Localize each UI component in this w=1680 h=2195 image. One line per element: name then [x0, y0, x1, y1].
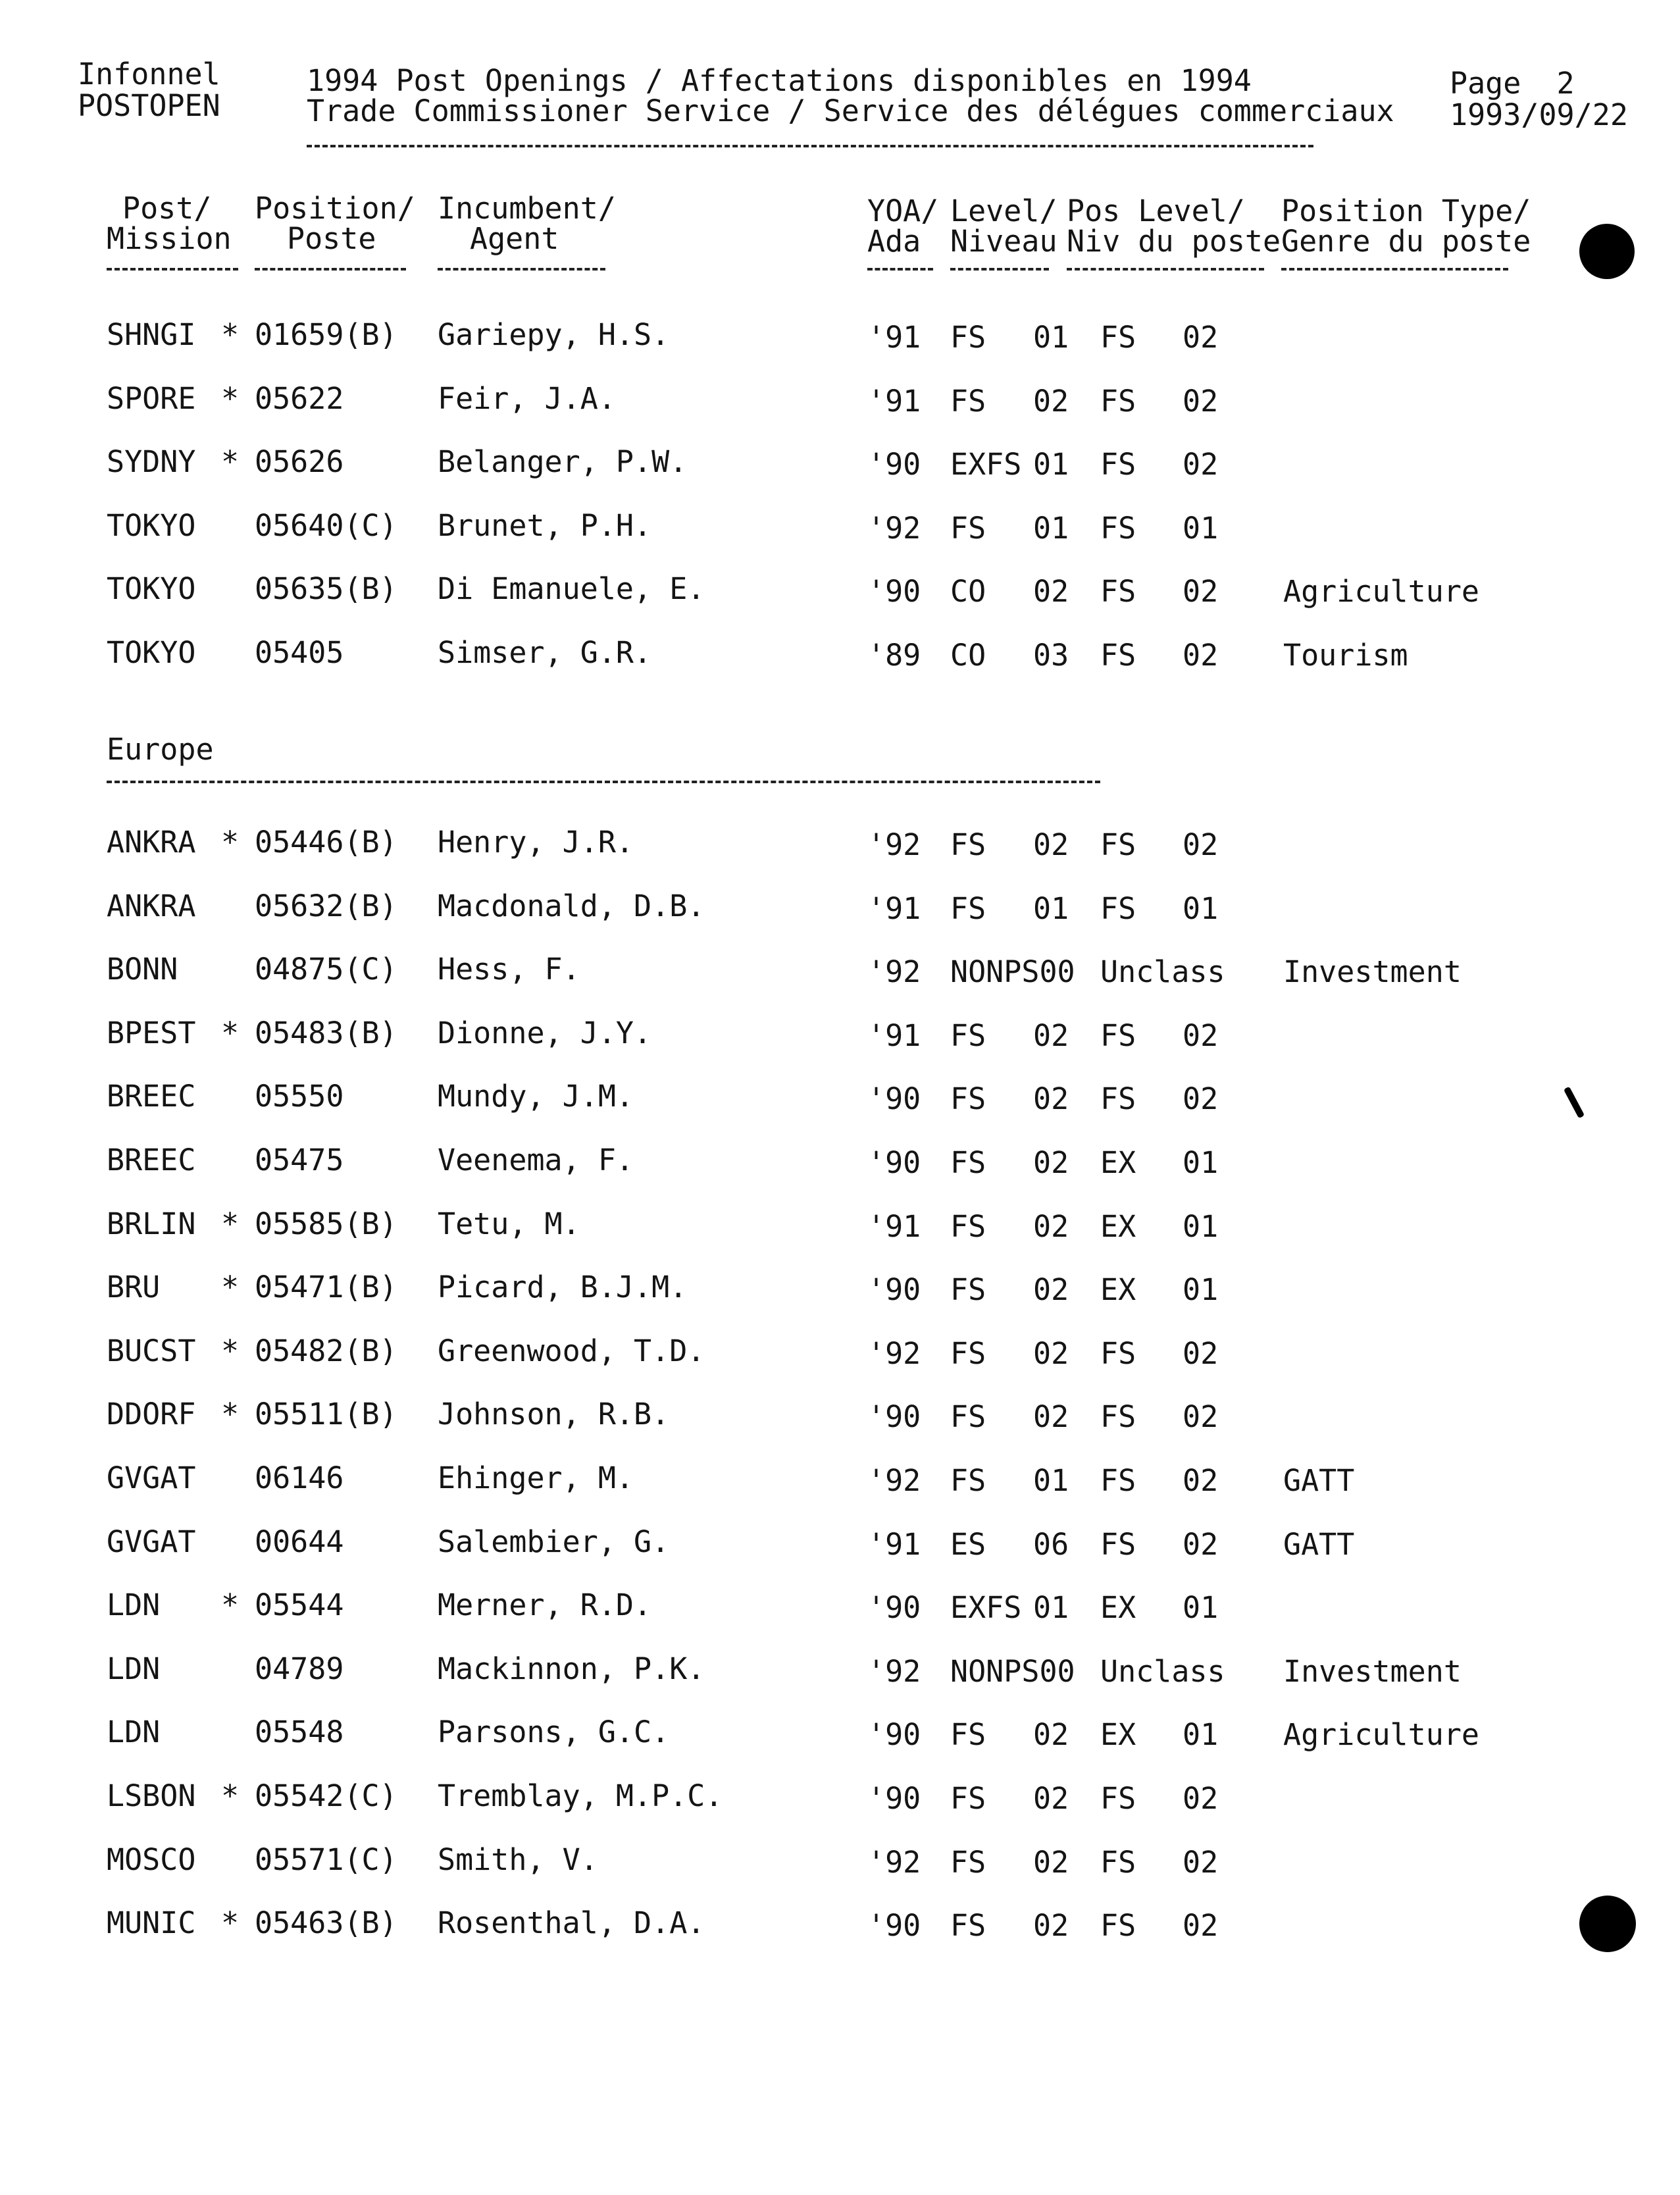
row-level-num: 02	[1033, 1717, 1069, 1753]
row-position-type: Tourism	[1283, 638, 1408, 673]
row-star: *	[221, 1588, 240, 1623]
row-incumbent: Brunet, P.H.	[438, 507, 652, 543]
row-post: SHNGI	[107, 317, 196, 352]
row-level: ES	[950, 1526, 986, 1562]
row-level: NONPS00	[950, 954, 1075, 990]
row-level-num: 02	[1033, 574, 1069, 609]
row-incumbent: Dionne, J.Y.	[438, 1015, 652, 1050]
row-incumbent: Belanger, P.W.	[438, 444, 688, 480]
row-level-num: 01	[1033, 1463, 1069, 1498]
row-level: FS	[950, 1781, 986, 1816]
row-pos-level-num: 02	[1183, 1335, 1219, 1371]
row-incumbent: Salembier, G.	[438, 1524, 670, 1559]
row-level: FS	[950, 1463, 986, 1498]
row-level: NONPS00	[950, 1653, 1075, 1689]
row-position: 05471(B)	[255, 1270, 397, 1305]
row-level: FS	[950, 827, 986, 862]
row-pos-level: EX	[1100, 1590, 1136, 1626]
row-post: ANKRA	[107, 888, 196, 923]
row-incumbent: Henry, J.R.	[438, 825, 634, 860]
row-position: 05550	[255, 1079, 344, 1114]
row-level-num: 01	[1033, 891, 1069, 926]
row-incumbent: Veenema, F.	[438, 1143, 634, 1177]
row-incumbent: Merner, R.D.	[438, 1588, 652, 1623]
col-header-level: Level/	[950, 194, 1057, 228]
row-level: FS	[950, 1018, 986, 1053]
row-yoa: '92	[867, 1463, 921, 1498]
col-header-agent: Agent	[470, 221, 559, 256]
row-position: 05446(B)	[255, 825, 397, 860]
row-level: FS	[950, 1081, 986, 1117]
row-post: MOSCO	[107, 1842, 196, 1877]
row-pos-level-num: 02	[1183, 1463, 1219, 1498]
col-header-post: Post/	[122, 191, 212, 226]
row-pos-level: FS	[1100, 1399, 1136, 1435]
row-position: 05585(B)	[255, 1206, 397, 1241]
scan-speck	[1564, 1087, 1585, 1119]
row-position: 05475	[255, 1143, 344, 1177]
row-incumbent: Johnson, R.B.	[438, 1397, 670, 1432]
row-post: DDORF	[107, 1397, 196, 1432]
row-level: FS	[950, 1335, 986, 1371]
row-level: FS	[950, 1145, 986, 1180]
row-yoa: '92	[867, 510, 921, 546]
row-star: *	[221, 1270, 240, 1305]
row-position: 05635(B)	[255, 571, 397, 607]
row-star: *	[221, 1778, 240, 1813]
row-pos-level: FS	[1100, 510, 1136, 546]
row-pos-level: FS	[1100, 638, 1136, 673]
row-level: CO	[950, 638, 986, 673]
row-pos-level-num: 01	[1183, 1208, 1219, 1244]
row-position: 05544	[255, 1588, 344, 1623]
row-post: LDN	[107, 1715, 161, 1750]
row-position-type: Investment	[1283, 954, 1462, 990]
row-yoa: '91	[867, 383, 921, 419]
row-level: FS	[950, 1399, 986, 1435]
row-level: FS	[950, 1272, 986, 1308]
row-pos-level-num: 02	[1183, 1081, 1219, 1117]
row-level-num: 02	[1033, 1081, 1069, 1117]
row-star: *	[221, 1905, 240, 1941]
col-header-mission: Mission	[107, 221, 232, 256]
row-level: CO	[950, 574, 986, 609]
row-pos-level: EX	[1100, 1145, 1136, 1180]
row-star: *	[221, 1397, 240, 1432]
row-pos-level-num: 02	[1183, 638, 1219, 673]
row-pos-level: FS	[1100, 1081, 1136, 1117]
row-level: FS	[950, 383, 986, 419]
row-incumbent: Feir, J.A.	[438, 380, 616, 416]
row-incumbent: Tetu, M.	[438, 1206, 580, 1241]
row-position: 05511(B)	[255, 1397, 397, 1432]
row-pos-level: FS	[1100, 1463, 1136, 1498]
row-post: ANKRA	[107, 825, 196, 860]
row-position: 05405	[255, 635, 344, 670]
row-position-type: Investment	[1283, 1653, 1462, 1689]
col-header-niveau: Niveau	[950, 224, 1057, 259]
row-pos-level: Unclass	[1100, 954, 1225, 990]
row-pos-level: EX	[1100, 1272, 1136, 1308]
row-level: FS	[950, 1908, 986, 1944]
row-position: 05483(B)	[255, 1015, 397, 1050]
row-yoa: '90	[867, 574, 921, 609]
punch-hole-mark	[1579, 1896, 1636, 1952]
col-rule-yoa	[867, 268, 933, 271]
row-level-num: 02	[1033, 1145, 1069, 1180]
row-pos-level: FS	[1100, 383, 1136, 419]
row-level-num: 02	[1033, 1908, 1069, 1944]
col-rule-level	[950, 268, 1049, 271]
row-pos-level: FS	[1100, 1526, 1136, 1562]
col-rule-pos-level	[1067, 268, 1264, 271]
col-rule-position	[255, 268, 406, 271]
row-incumbent: Mackinnon, P.K.	[438, 1651, 705, 1686]
row-incumbent: Parsons, G.C.	[438, 1715, 670, 1750]
row-pos-level-num: 02	[1183, 1018, 1219, 1053]
row-pos-level-num: 02	[1183, 1908, 1219, 1944]
row-pos-level-num: 02	[1183, 320, 1219, 355]
col-header-niv-du-poste: Niv du poste	[1067, 224, 1281, 259]
col-header-position: Position/	[255, 191, 415, 226]
row-yoa: '90	[867, 447, 921, 482]
row-yoa: '90	[867, 1717, 921, 1753]
row-post: TOKYO	[107, 635, 196, 670]
row-level-num: 02	[1033, 1844, 1069, 1880]
row-pos-level-num: 01	[1183, 1590, 1219, 1626]
header-divider	[307, 145, 1313, 147]
row-star: *	[221, 380, 240, 416]
row-post: SYDNY	[107, 444, 196, 480]
row-level-num: 01	[1033, 510, 1069, 546]
row-yoa: '90	[867, 1781, 921, 1816]
col-header-genre-du-poste: Genre du poste	[1281, 224, 1531, 259]
row-incumbent: Greenwood, T.D.	[438, 1333, 705, 1368]
row-yoa: '92	[867, 1844, 921, 1880]
row-post: BRLIN	[107, 1206, 196, 1241]
row-star: *	[221, 825, 240, 860]
row-post: BREEC	[107, 1143, 196, 1177]
row-post: GVGAT	[107, 1460, 196, 1495]
row-yoa: '89	[867, 638, 921, 673]
col-header-incumbent: Incumbent/	[438, 191, 616, 226]
row-position-type: GATT	[1283, 1526, 1355, 1562]
row-incumbent: Gariepy, H.S.	[438, 317, 670, 352]
row-pos-level: FS	[1100, 891, 1136, 926]
row-level: FS	[950, 510, 986, 546]
report-title: 1994 Post Openings / Affectations disponibles en 1994	[307, 63, 1252, 98]
col-rule-incumbent	[438, 268, 605, 271]
row-pos-level-num: 02	[1183, 574, 1219, 609]
row-star: *	[221, 444, 240, 480]
row-level-num: 02	[1033, 1399, 1069, 1435]
row-pos-level: FS	[1100, 1335, 1136, 1371]
row-yoa: '91	[867, 1526, 921, 1562]
row-level-num: 06	[1033, 1526, 1069, 1562]
row-yoa: '90	[867, 1399, 921, 1435]
row-yoa: '90	[867, 1908, 921, 1944]
row-post: BRU	[107, 1270, 161, 1305]
col-rule-post	[107, 268, 238, 271]
col-header-yoa: YOA/	[867, 194, 939, 228]
row-post: LDN	[107, 1651, 161, 1686]
row-pos-level: FS	[1100, 320, 1136, 355]
row-level: FS	[950, 320, 986, 355]
row-pos-level-num: 01	[1183, 891, 1219, 926]
row-yoa: '90	[867, 1081, 921, 1117]
row-star: *	[221, 317, 240, 352]
row-pos-level-num: 02	[1183, 1781, 1219, 1816]
row-level: EXFS	[950, 1590, 1022, 1626]
row-position-type: GATT	[1283, 1463, 1355, 1498]
row-level-num: 02	[1033, 827, 1069, 862]
row-level-num: 02	[1033, 383, 1069, 419]
row-position: 00644	[255, 1524, 344, 1559]
page-number: Page 2	[1450, 66, 1575, 101]
row-level-num: 02	[1033, 1781, 1069, 1816]
row-pos-level-num: 01	[1183, 1272, 1219, 1308]
col-header-pos-level: Pos Level/	[1067, 194, 1245, 228]
row-level: FS	[950, 1844, 986, 1880]
row-post: BREEC	[107, 1079, 196, 1114]
row-position: 05632(B)	[255, 888, 397, 923]
row-level: FS	[950, 1208, 986, 1244]
row-pos-level: FS	[1100, 1781, 1136, 1816]
section-divider	[107, 781, 1100, 783]
report-date: 1993/09/22	[1450, 97, 1628, 132]
row-star: *	[221, 1015, 240, 1050]
row-post: SPORE	[107, 380, 196, 416]
row-position: 04875(C)	[255, 952, 397, 987]
row-incumbent: Rosenthal, D.A.	[438, 1905, 705, 1941]
row-post: TOKYO	[107, 507, 196, 543]
row-pos-level-num: 02	[1183, 1526, 1219, 1562]
row-level-num: 01	[1033, 320, 1069, 355]
row-incumbent: Tremblay, M.P.C.	[438, 1778, 723, 1813]
row-pos-level: FS	[1100, 1844, 1136, 1880]
row-yoa: '92	[867, 954, 921, 990]
row-pos-level: EX	[1100, 1717, 1136, 1753]
row-pos-level: FS	[1100, 1018, 1136, 1053]
row-star: *	[221, 1333, 240, 1368]
row-position: 05571(C)	[255, 1842, 397, 1877]
col-rule-position-type	[1281, 268, 1508, 271]
row-pos-level-num: 02	[1183, 1844, 1219, 1880]
row-pos-level-num: 01	[1183, 1145, 1219, 1180]
row-post: LDN	[107, 1588, 161, 1623]
row-yoa: '91	[867, 891, 921, 926]
row-pos-level: FS	[1100, 574, 1136, 609]
row-incumbent: Mundy, J.M.	[438, 1079, 634, 1114]
row-level-num: 02	[1033, 1208, 1069, 1244]
row-incumbent: Ehinger, M.	[438, 1460, 634, 1495]
report-subtitle: Trade Commissioner Service / Service des délégues commerciaux	[307, 93, 1394, 128]
col-header-ada: Ada	[867, 224, 921, 259]
row-incumbent: Hess, F.	[438, 952, 580, 987]
row-pos-level-num: 02	[1183, 1399, 1219, 1435]
row-post: MUNIC	[107, 1905, 196, 1941]
row-position: 05482(B)	[255, 1333, 397, 1368]
row-level-num: 02	[1033, 1272, 1069, 1308]
row-yoa: '90	[867, 1145, 921, 1180]
row-pos-level: FS	[1100, 447, 1136, 482]
row-pos-level-num: 02	[1183, 447, 1219, 482]
row-position: 05542(C)	[255, 1778, 397, 1813]
row-pos-level-num: 02	[1183, 827, 1219, 862]
row-post: TOKYO	[107, 571, 196, 607]
col-header-position-type: Position Type/	[1281, 194, 1531, 228]
row-yoa: '91	[867, 320, 921, 355]
row-yoa: '92	[867, 1335, 921, 1371]
row-yoa: '92	[867, 1653, 921, 1689]
row-pos-level: EX	[1100, 1208, 1136, 1244]
row-incumbent: Di Emanuele, E.	[438, 571, 705, 607]
row-post: BPEST	[107, 1015, 196, 1050]
row-incumbent: Simser, G.R.	[438, 635, 652, 670]
row-incumbent: Smith, V.	[438, 1842, 598, 1877]
row-level: FS	[950, 1717, 986, 1753]
row-position-type: Agriculture	[1283, 1717, 1480, 1753]
row-level-num: 02	[1033, 1335, 1069, 1371]
app-code: POSTOPEN	[78, 88, 220, 123]
row-pos-level: FS	[1100, 827, 1136, 862]
row-pos-level-num: 01	[1183, 510, 1219, 546]
row-position: 05640(C)	[255, 507, 397, 543]
row-incumbent: Macdonald, D.B.	[438, 888, 705, 923]
row-pos-level: FS	[1100, 1908, 1136, 1944]
row-position: 05548	[255, 1715, 344, 1750]
row-position: 06146	[255, 1460, 344, 1495]
row-yoa: '92	[867, 827, 921, 862]
punch-hole-mark	[1579, 224, 1635, 279]
row-yoa: '90	[867, 1272, 921, 1308]
row-yoa: '90	[867, 1590, 921, 1626]
row-level-num: 02	[1033, 1018, 1069, 1053]
app-name: Infonnel	[78, 57, 220, 91]
section-title-europe: Europe	[107, 732, 214, 767]
row-level: EXFS	[950, 447, 1022, 482]
row-pos-level: Unclass	[1100, 1653, 1225, 1689]
row-level-num: 03	[1033, 638, 1069, 673]
row-post: BUCST	[107, 1333, 196, 1368]
row-position: 05622	[255, 380, 344, 416]
col-header-poste: Poste	[287, 221, 376, 256]
row-incumbent: Picard, B.J.M.	[438, 1270, 688, 1305]
row-position-type: Agriculture	[1283, 574, 1480, 609]
row-position: 01659(B)	[255, 317, 397, 352]
row-star: *	[221, 1206, 240, 1241]
row-yoa: '91	[867, 1018, 921, 1053]
row-post: LSBON	[107, 1778, 196, 1813]
row-position: 05463(B)	[255, 1905, 397, 1941]
row-position: 05626	[255, 444, 344, 480]
row-level-num: 01	[1033, 1590, 1069, 1626]
row-post: BONN	[107, 952, 178, 987]
row-pos-level-num: 02	[1183, 383, 1219, 419]
row-pos-level-num: 01	[1183, 1717, 1219, 1753]
row-level: FS	[950, 891, 986, 926]
row-post: GVGAT	[107, 1524, 196, 1559]
row-level-num: 01	[1033, 447, 1069, 482]
row-yoa: '91	[867, 1208, 921, 1244]
row-position: 04789	[255, 1651, 344, 1686]
